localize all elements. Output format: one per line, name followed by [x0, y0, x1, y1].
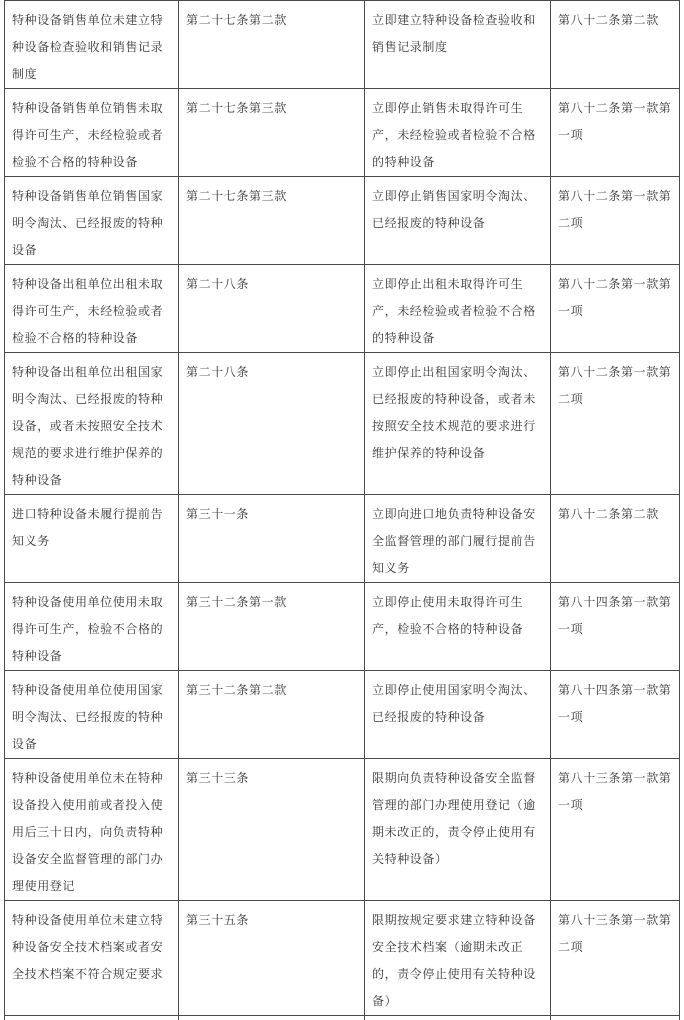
measure-cell: 立即停止销售国家明令淘汰、已经报废的特种设备 — [365, 177, 551, 265]
table-row — [5, 177, 680, 265]
empty-cell — [551, 1016, 680, 1020]
table-row — [5, 495, 680, 583]
violation-cell: 特种设备销售单位未建立特种设备检查验收和销售记录制度 — [5, 1, 179, 89]
penalty-cell: 第八十四条第一款第一项 — [551, 671, 680, 759]
table-row — [5, 671, 680, 759]
clause-cell: 第三十五条 — [179, 901, 365, 1016]
table-row — [5, 1, 680, 89]
measure-cell: 立即停止使用国家明令淘汰、已经报废的特种设备 — [365, 671, 551, 759]
table-row — [5, 89, 680, 177]
clause-cell: 第三十一条 — [179, 495, 365, 583]
clause-cell: 第二十七条第三款 — [179, 177, 365, 265]
measure-cell: 立即停止销售未取得许可生产，未经检验或者检验不合格的特种设备 — [365, 89, 551, 177]
table-row — [5, 901, 680, 1016]
penalty-cell: 第八十二条第一款第一项 — [551, 89, 680, 177]
table-row — [5, 759, 680, 901]
clause-cell: 第二十七条第二款 — [179, 1, 365, 89]
measure-cell: 限期向负责特种设备安全监督管理的部门办理使用登记（逾期未改正的，责令停止使用有关特种设备） — [365, 759, 551, 901]
clause-cell: 第三十二条第一款 — [179, 583, 365, 671]
penalty-cell: 第八十二条第一款第二项 — [551, 177, 680, 265]
penalty-cell: 第八十三条第一款第二项 — [551, 901, 680, 1016]
empty-cell — [179, 1016, 365, 1020]
clause-cell: 第三十三条 — [179, 759, 365, 901]
violation-cell: 特种设备出租单位出租国家明令淘汰、已经报废的特种设备，或者未按照安全技术规范的要求进行维护保养的特种设备 — [5, 353, 179, 495]
violation-cell: 特种设备使用单位未建立特种设备安全技术档案或者安全技术档案不符合规定要求 — [5, 901, 179, 1016]
penalty-cell: 第八十三条第一款第一项 — [551, 759, 680, 901]
table-row — [5, 583, 680, 671]
measure-cell: 立即停止出租未取得许可生产，未经检验或者检验不合格的特种设备 — [365, 265, 551, 353]
violation-cell: 特种设备使用单位未在特种设备投入使用前或者投入使用后三十日内，向负责特种设备安全监督管理的部门办理使用登记 — [5, 759, 179, 901]
measure-cell: 立即停止使用未取得许可生产，检验不合格的特种设备 — [365, 583, 551, 671]
violation-cell: 特种设备销售单位销售国家明令淘汰、已经报废的特种设备 — [5, 177, 179, 265]
table-row — [5, 353, 680, 495]
violation-cell: 特种设备使用单位使用国家明令淘汰、已经报废的特种设备 — [5, 671, 179, 759]
empty-cell — [365, 1016, 551, 1020]
clause-cell: 第二十七条第三款 — [179, 89, 365, 177]
clause-cell: 第二十八条 — [179, 353, 365, 495]
measure-cell: 限期按规定要求建立特种设备安全技术档案（逾期未改正的，责令停止使用有关特种设备） — [365, 901, 551, 1016]
regulation-table — [4, 0, 680, 1020]
penalty-cell: 第八十二条第一款第二项 — [551, 353, 680, 495]
violation-cell: 特种设备使用单位使用未取得许可生产，检验不合格的特种设备 — [5, 583, 179, 671]
clause-cell: 第二十八条 — [179, 265, 365, 353]
measure-cell: 立即向进口地负责特种设备安全监督管理的部门履行提前告知义务 — [365, 495, 551, 583]
penalty-cell: 第八十四条第一款第一项 — [551, 583, 680, 671]
clause-cell: 第三十二条第二款 — [179, 671, 365, 759]
table-row — [5, 1016, 680, 1020]
measure-cell: 立即停止出租国家明令淘汰、已经报废的特种设备，或者未按照安全技术规范的要求进行维护保养的特种设备 — [365, 353, 551, 495]
violation-cell: 特种设备销售单位销售未取得许可生产，未经检验或者检验不合格的特种设备 — [5, 89, 179, 177]
violation-cell: 进口特种设备未履行提前告知义务 — [5, 495, 179, 583]
penalty-cell: 第八十二条第二款 — [551, 1, 680, 89]
penalty-cell: 第八十二条第二款 — [551, 495, 680, 583]
measure-cell: 立即建立特种设备检查验收和销售记录制度 — [365, 1, 551, 89]
table-row — [5, 265, 680, 353]
penalty-cell: 第八十二条第一款第一项 — [551, 265, 680, 353]
empty-cell — [5, 1016, 179, 1020]
violation-cell: 特种设备出租单位出租未取得许可生产，未经检验或者检验不合格的特种设备 — [5, 265, 179, 353]
